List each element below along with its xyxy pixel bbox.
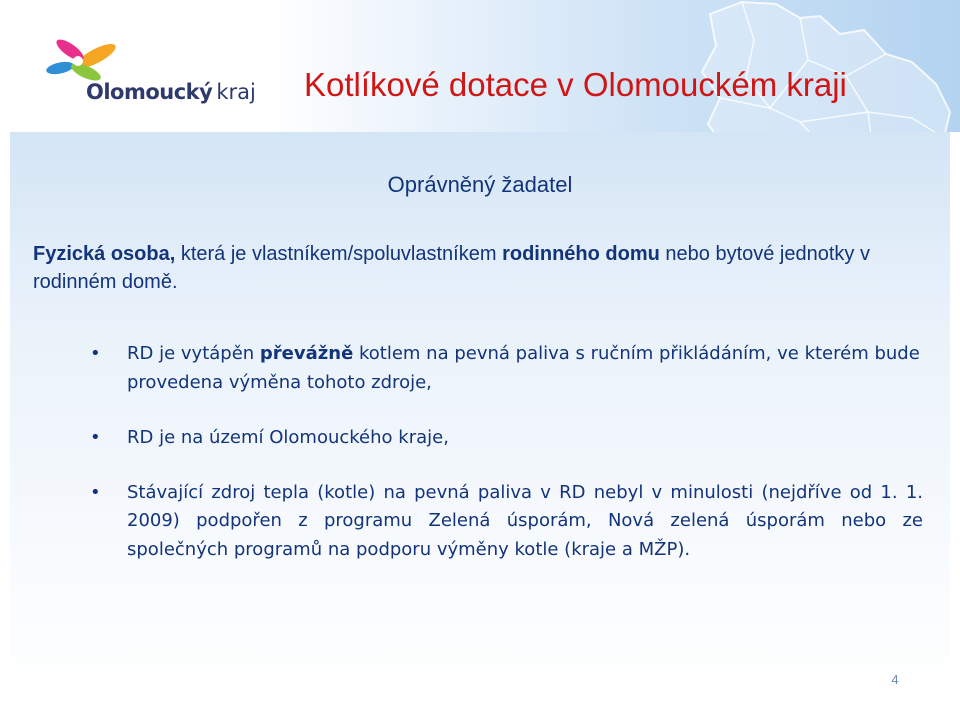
- intro-paragraph: [33, 240, 923, 296]
- logo-brand: Olomoucký: [86, 80, 213, 104]
- bullet-text: RD je na území Olomouckého kraje,: [127, 427, 449, 448]
- slide-header: [0, 0, 960, 132]
- flower-logo-icon: [40, 36, 130, 86]
- intro-text-1: která je vlastníkem/spoluvlastníkem: [175, 243, 503, 265]
- intro-bold-house: rodinného domu: [502, 243, 660, 265]
- logo-suffix: kraj: [216, 80, 256, 104]
- bullet-bold: převážně: [259, 343, 354, 364]
- section-subtitle: Oprávněný žadatel: [387, 172, 573, 197]
- intro-text-2: nebo bytové jednotky v rodinném domě.: [33, 243, 870, 293]
- list-item: [90, 340, 923, 397]
- bullet-text: Stávající zdroj tepla (kotle) na pevná paliva v RD nebyl v minulosti (nejdříve od 1. 1. 2009) podpořen z programu Zelená úsporám, Nová zelená úsporám nebo ze společných programů na podporu výměny kotle (kraje a MŽP).: [127, 481, 923, 560]
- conditions-list: [90, 340, 923, 564]
- intro-bold-applicant: Fyzická osoba,: [33, 243, 176, 265]
- list-item: [90, 424, 923, 453]
- list-item: [90, 479, 923, 565]
- logo-text: [86, 80, 256, 104]
- bullet-icon: •: [90, 343, 101, 364]
- olomoucky-kraj-logo: [40, 36, 270, 112]
- bullet-icon: •: [90, 481, 101, 503]
- bullet-text: RD je vytápěn: [127, 343, 260, 364]
- page-number: 4: [891, 672, 899, 687]
- slide-title: Kotlíkové dotace v Olomouckém kraji: [304, 66, 847, 103]
- bullet-icon: •: [90, 427, 101, 448]
- bullet-text: kotlem na pevná paliva s ručním přikládáním, ve kterém bude provedena výměna tohoto zdroje,: [127, 343, 920, 393]
